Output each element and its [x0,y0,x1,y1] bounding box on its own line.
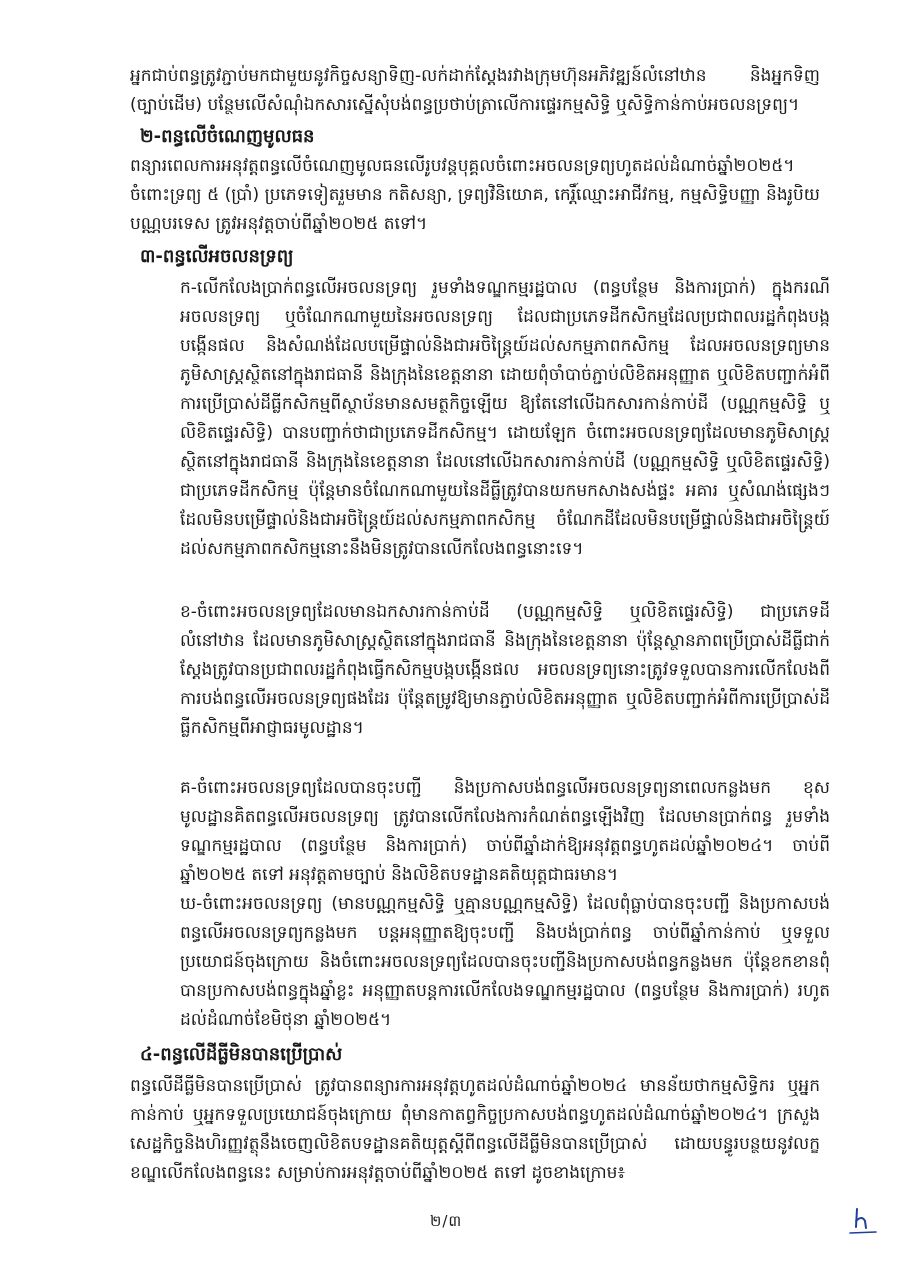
section-3-item-ka: ក-លើកលែងប្រាក់ពន្ធលើអចលនទ្រព្យ រួមទាំងទណ្ឌកម្មរដ្ឋបាល (ពន្ធបន្ថែម និងការប្រាក់) ក្នុងករណីអចលនទ្រព្យ ឬចំណែកណាមួយនៃអចលនទ្រព្យ ដែលជាប្រភេទដីកសិកម្មដែលប្រជាពលរដ្ឋកំពុងបង្កបង្កើនផល និងសំណង់ដែលបម្រើផ្ទាល់និងជាអចិន្ត្រៃយ៍ដល់សកម្មភាពកសិកម្ម ដែលអចលនទ្រព្យមានភូមិសាស្ត្រស្ថិតនៅក្នុងរាជធានី និងក្រុងនៃខេត្តនានា ដោយពុំចាំបាច់ភ្ជាប់លិខិតអនុញ្ញាត ឬលិខិតបញ្ជាក់អំពីការប្រើប្រាស់ដីធ្លីកសិកម្មពីស្ថាប័នមានសមត្ថកិច្ចឡើយ ឱ្យតែនៅលើឯកសារកាន់កាប់ដី (បណ្ណកម្មសិទ្ធិ ឬលិខិតផ្ទេរសិទ្ធិ) បានបញ្ជាក់ថាជាប្រភេទដីកសិកម្ម។ ដោយឡែក ចំពោះអចលនទ្រព្យដែលមានភូមិសាស្ត្រស្ថិតនៅក្នុងរាជធានី និងក្រុងនៃខេត្តនានា ដែលនៅលើឯកសារកាន់កាប់ដី (បណ្ណកម្មសិទ្ធិ ឬលិខិតផ្ទេរសិទ្ធិ) ជាប្រភេទដីកសិកម្ម ប៉ុន្តែមានចំណែកណាមួយនៃដីធ្លីត្រូវបានយកមកសាងសង់ផ្ទះ អគារ ឬសំណង់ផ្សេងៗ ដែលមិនបម្រើផ្ទាល់និងជាអចិន្ត្រៃយ៍ដល់សកម្មភាពកសិកម្ម ចំណែកដីដែលមិនបម្រើផ្ទាល់និងជាអចិន្ត្រៃយ៍ដល់សកម្មភាពកសិកម្មនោះនឹងមិនត្រូវបានលើកលែងពន្ធនោះទេ។ [180,278,830,559]
intro-paragraph: អ្នកជាប់ពន្ធត្រូវភ្ជាប់មកជាមួយនូវកិច្ចសន្យាទិញ-លក់ដាក់ស្តែងរវាងក្រុមហ៊ុនអភិវឌ្ឍន៍លំនៅឋាន និងអ្នកទិញ (ច្បាប់ដើម) បន្ថែមលើសំណុំឯកសារស្នើសុំបង់ពន្ធប្រថាប់ត្រាលើការផ្ទេរកម្មសិទ្ធិ ឬសិទ្ធិកាន់កាប់អចលនទ្រព្យ។ [130,66,820,115]
section-3-item-kho: ឃ-ចំពោះអចលនទ្រព្យ (មានបណ្ណកម្មសិទ្ធិ ឬគ្មានបណ្ណកម្មសិទ្ធិ) ដែលពុំធ្លាប់បានចុះបញ្ជី និងប្រកាសបង់ពន្ធលើអចលនទ្រព្យកន្លងមក បន្តអនុញ្ញាតឱ្យចុះបញ្ជី និងបង់ប្រាក់ពន្ធ ចាប់ពីឆ្នាំកាន់កាប់ ឬទទួលប្រយោជន៍ចុងក្រោយ និងចំពោះអចលនទ្រព្យដែលបានចុះបញ្ជីនិងប្រកាសបង់ពន្ធកន្លងមក ប៉ុន្តែខកខានពុំបានប្រកាសបង់ពន្ធក្នុងឆ្នាំខ្លះ អនុញ្ញាតបន្តការលើកលែងទណ្ឌកម្មរដ្ឋបាល (ពន្ធបន្ថែម និងការប្រាក់) រហូតដល់ដំណាច់ខែមិថុនា ឆ្នាំ២០២៥។ [180,894,830,1030]
section-3-item-kha: ខ-ចំពោះអចលនទ្រព្យដែលមានឯកសារកាន់កាប់ដី (បណ្ណកម្មសិទ្ធិ ឬលិខិតផ្ទេរសិទ្ធិ) ជាប្រភេទដីលំនៅឋាន ដែលមានភូមិសាស្ត្រស្ថិតនៅក្នុងរាជធានី និងក្រុងនៃខេត្តនានា ប៉ុន្តែស្ថានភាពប្រើប្រាស់ដីធ្លីជាក់ស្តែងត្រូវបានប្រជាពលរដ្ឋកំពុងធ្វើកសិកម្មបង្កបង្កើនផល អចលនទ្រព្យនោះត្រូវទទួលបានការលើកលែងពីការបង់ពន្ធលើអចលនទ្រព្យផងដែរ ប៉ុន្តែតម្រូវឱ្យមានភ្ជាប់លិខិតអនុញ្ញាត ឬលិខិតបញ្ជាក់អំពីការប្រើប្រាស់ដីធ្លីកសិកម្មពីអាជ្ញាធរមូលដ្ឋាន។ [180,602,830,738]
section-4-body: ពន្ធលើដីធ្លីមិនបានប្រើប្រាស់ ត្រូវបានពន្យារការអនុវត្តហូតដល់ដំណាច់ឆ្នាំ២០២៤ មានន័យថាកម្មសិទ្ធិករ ឬអ្នកកាន់កាប់ ឬអ្នកទទួលប្រយោជន៍ចុងក្រោយ ពុំមានកាតព្វកិច្ចប្រកាសបង់ពន្ធហូតដល់ដំណាច់ឆ្នាំ២០២៤។ ក្រសួងសេដ្ឋកិច្ចនិងហិរញ្ញវត្ថុនឹងចេញលិខិតបទដ្ឋានគតិយុត្តស្តីពីពន្ធលើដីធ្លីមិនបានប្រើប្រាស់ ដោយបន្ធូរបន្ថយនូវលក្ខខណ្ឌលើកលែងពន្ធនេះ សម្រាប់ការអនុវត្តចាប់ពីឆ្នាំ២០២៥ តទៅ ដូចខាងក្រោម៖ [130,1076,820,1183]
section-2-body: ពន្យារពេលការអនុវត្តពន្ធលើចំណេញមូលធនលើរូបវន្តបុគ្គលចំពោះអចលនទ្រព្យហូតដល់ដំណាច់ឆ្នាំ២០២៥។ ចំពោះទ្រព្យ ៥ (ប្រាំ) ប្រភេទទៀតរួមមាន កតិសន្យា, ទ្រព្យវិនិយោគ, កេរ្តិ៍ឈ្មោះអាជីវកម្ម, កម្មសិទ្ធិបញ្ញា និងរូបិយបណ្ណបរទេស ត្រូវអនុវត្តចាប់ពីឆ្នាំ២០២៥ តទៅ។ [130,156,820,234]
section-4-heading: ៤-ពន្ធលើដីធ្លីមិនបានប្រើប្រាស់ [140,1044,343,1065]
initial-signature-icon [848,1205,878,1237]
page-number: ២/៣ [430,1212,463,1230]
section-2-heading: ២-ពន្ធលើចំណេញមូលធន [140,126,315,147]
section-3-heading: ៣-ពន្ធលើអចលនទ្រព្យ [140,246,294,267]
section-3-item-ko: គ-ចំពោះអចលនទ្រព្យដែលបានចុះបញ្ជី និងប្រកាសបង់ពន្ធលើអចលនទ្រព្យនាពេលកន្លងមក ខុសមូលដ្ឋានគិតពន្ធលើអចលនទ្រព្យ ត្រូវបានលើកលែងការកំណត់ពន្ធឡើងវិញ ដែលមានប្រាក់ពន្ធ រួមទាំងទណ្ឌកម្មរដ្ឋបាល (ពន្ធបន្ថែម និងការប្រាក់) ចាប់ពីឆ្នាំដាក់ឱ្យអនុវត្តពន្ធហូតដល់ឆ្នាំ២០២៤។ ចាប់ពីឆ្នាំ២០២៥ តទៅ អនុវត្តតាមច្បាប់ និងលិខិតបទដ្ឋានគតិយុត្តជាធរមាន។ [180,778,830,885]
